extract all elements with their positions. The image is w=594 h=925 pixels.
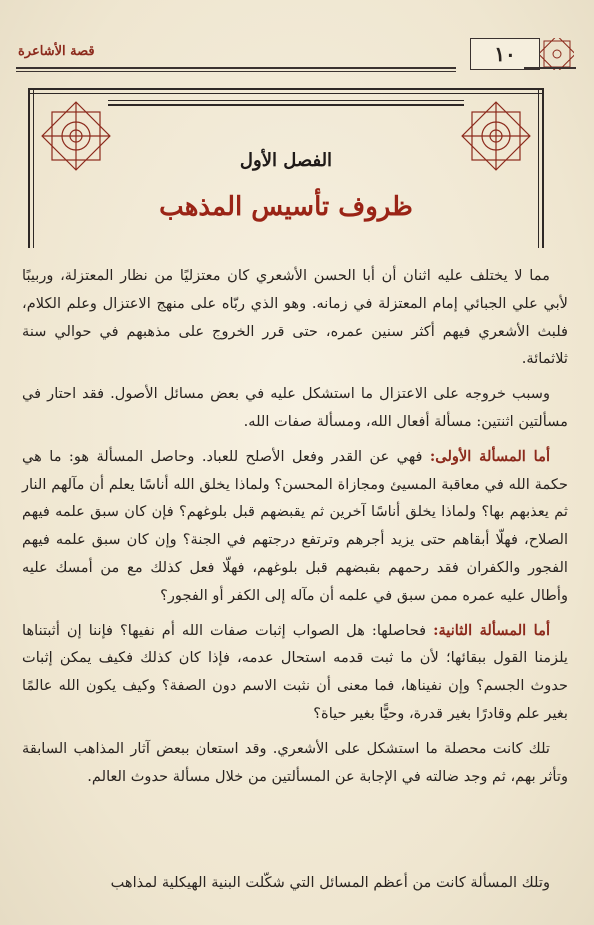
paragraph: مما لا يختلف عليه اثنان أن أبا الحسن الأشعري كان معتزليًا من نظار المعتزلة، وربيبًا لأبي علي الجبائي إمام المعتزلة في زمانه. وهو الذي ربّاه على منهج الاعتزال وعلم الكلام، فلبث الأشعري فيهم أكثر سنين عمره، حتى قرر الخروج على مذهبهم في حوالي سنة ثلاثمائة. xyxy=(22,267,568,368)
paragraph: وسبب خروجه على الاعتزال ما استشكل عليه في بعض مسائل الأصول. فقد احتار في مسألتين اثنتين: مسألة أفعال الله، ومسألة صفات الله. xyxy=(22,385,568,430)
paragraph-lead: أما المسألة الثانية: xyxy=(433,621,550,639)
frame-top-line-inner xyxy=(28,93,544,94)
frame-inner-bar-2 xyxy=(108,104,464,106)
page-number: ١٠ xyxy=(470,38,540,70)
frame-inner-bar xyxy=(108,100,464,101)
paragraph-continued: وتلك المسألة كانت من أعظم المسائل التي شكّلت البنية الهيكلية لمذاهب xyxy=(110,874,550,891)
body-text xyxy=(22,262,568,797)
header-rule-thin xyxy=(16,71,456,72)
running-title: قصة الأشاعرة xyxy=(18,44,95,59)
paragraph xyxy=(22,443,568,610)
header-rule-right xyxy=(524,67,576,69)
chapter-label: الفصل الأول xyxy=(239,150,333,171)
star-ornament-icon xyxy=(540,38,574,70)
frame-top-line xyxy=(28,88,544,90)
paragraph-lead: أما المسألة الأولى: xyxy=(429,447,551,465)
paragraph-body: فحاصلها: هل الصواب إثبات صفات الله أم نفيها؟ فإننا إن أثبتناها يلزمنا القول ببقائها؛ لأن ما ثبت قدمه استحال عدمه، فإذا كان كذلك فكيف يمكن إثبات حدوث الجسم؟ وإن نفيناها، فما معنى أن نثبت الاسم دون الصفة؟ وكيف يكون الله عالمًا بغير علم وقادرًا بغير قدرة، وحيًّا بغير حياة؟ xyxy=(22,621,568,722)
chapter-title-frame xyxy=(28,88,544,248)
paragraph-body: فهي عن القدر وفعل الأصلح للعباد. وحاصل المسألة هو: ما هي حكمة الله في معاقبة المسيئ ومجازاة المحسن؟ ولماذا يخلق الله أناسًا يعلم أن مآلهم النار ثم يعذبهم بها؟ ولماذا يخلق أناسًا آخرين ثم يقبضهم قبل بلوغهم؟ فإن كان سبق علمه فيهم الصلاح، فهلّا أبقاهم حتى يزيد أجرهم وترتفع درجتهم في الجنة؟ وإن كان سبق علمه فيهم الفجور والكفران فقد رحمهم بقبضهم قبل بلوغهم، فهلّا فعل كذلك مع من أمسك عليه وأطال عليه عمره ممن سبق في علمه أن مآله إلى الكفر أو الفجور؟ xyxy=(22,447,568,604)
paragraph xyxy=(22,617,568,728)
header-rule xyxy=(16,67,456,69)
chapter-title: ظروف تأسيس المذهب xyxy=(159,192,413,222)
paragraph: تلك كانت محصلة ما استشكل على الأشعري. وقد استعان ببعض آثار المذاهب السابقة وتأثر بهم، ثم وجد ضالته في الإجابة عن المسألتين من خلال مسألة حدوث العالم. xyxy=(22,739,568,785)
